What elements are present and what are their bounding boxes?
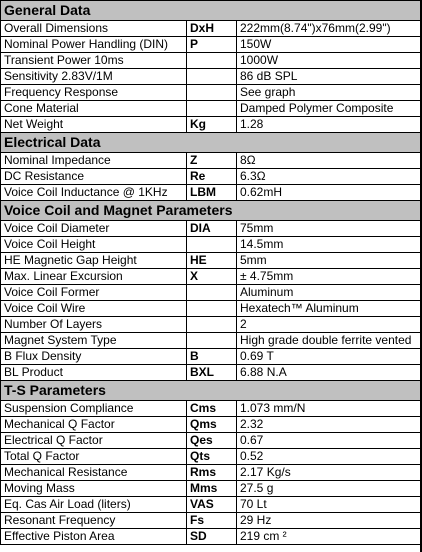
spec-symbol: DxH — [187, 21, 237, 37]
spec-label: Voice Coil Height — [1, 237, 187, 253]
section-header-row — [1, 201, 421, 221]
spec-value: 5mm — [237, 253, 421, 269]
spec-symbol: Z — [187, 153, 237, 169]
spec-row — [1, 53, 421, 69]
spec-row — [1, 169, 421, 185]
spec-row — [1, 465, 421, 481]
spec-row — [1, 365, 421, 381]
spec-label: Eq. Cas Air Load (liters) — [1, 497, 187, 513]
spec-row — [1, 481, 421, 497]
spec-symbol: HE — [187, 253, 237, 269]
spec-label: Voice Coil Wire — [1, 301, 187, 317]
spec-symbol: Qms — [187, 417, 237, 433]
spec-label: BL Product — [1, 365, 187, 381]
spec-row — [1, 401, 421, 417]
spec-label: Nominal Impedance — [1, 153, 187, 169]
section-title: Voice Coil and Magnet Parameters — [1, 201, 421, 221]
spec-symbol: Qts — [187, 449, 237, 465]
spec-label: DC Resistance — [1, 169, 187, 185]
spec-symbol: Kg — [187, 117, 237, 133]
section-title: Electrical Data — [1, 133, 421, 153]
spec-label: Sensitivity 2.83V/1M — [1, 69, 187, 85]
spec-symbol: DIA — [187, 221, 237, 237]
spec-row — [1, 253, 421, 269]
spec-symbol: Cms — [187, 401, 237, 417]
spec-symbol — [187, 85, 237, 101]
spec-symbol — [187, 101, 237, 117]
spec-row — [1, 417, 421, 433]
spec-row — [1, 21, 421, 37]
spec-symbol: Mms — [187, 481, 237, 497]
spec-row — [1, 449, 421, 465]
spec-value: Aluminum — [237, 285, 421, 301]
spec-label: Overall Dimensions — [1, 21, 187, 37]
spec-label: Electrical Q Factor — [1, 433, 187, 449]
spec-label: Number Of Layers — [1, 317, 187, 333]
spec-symbol: B — [187, 349, 237, 365]
spec-label: Voice Coil Inductance @ 1KHz — [1, 185, 187, 201]
spec-row — [1, 333, 421, 349]
spec-label: Suspension Compliance — [1, 401, 187, 417]
spec-value: 222mm(8.74")x76mm(2.99") — [237, 21, 421, 37]
spec-row — [1, 317, 421, 333]
spec-value: 14.5mm — [237, 237, 421, 253]
spec-row — [1, 185, 421, 201]
spec-value: High grade double ferrite vented — [237, 333, 421, 349]
spec-symbol: Re — [187, 169, 237, 185]
spec-value: 2.32 — [237, 417, 421, 433]
section-header-row — [1, 1, 421, 21]
spec-value: 1000W — [237, 53, 421, 69]
spec-symbol: SD — [187, 529, 237, 545]
spec-row — [1, 513, 421, 529]
spec-row — [1, 153, 421, 169]
spec-label: Voice Coil Diameter — [1, 221, 187, 237]
spec-row — [1, 221, 421, 237]
spec-value: Damped Polymer Composite — [237, 101, 421, 117]
spec-symbol — [187, 237, 237, 253]
section-title: General Data — [1, 1, 421, 21]
spec-label: Moving Mass — [1, 481, 187, 497]
spec-symbol: VAS — [187, 497, 237, 513]
spec-value: 1.073 mm/N — [237, 401, 421, 417]
spec-symbol: BXL — [187, 365, 237, 381]
spec-value: 6.88 N.A — [237, 365, 421, 381]
spec-row — [1, 497, 421, 513]
spec-symbol: X — [187, 269, 237, 285]
spec-value: 2 — [237, 317, 421, 333]
spec-value: 86 dB SPL — [237, 69, 421, 85]
spec-value: 219 cm ² — [237, 529, 421, 545]
spec-symbol — [187, 69, 237, 85]
spec-row — [1, 529, 421, 545]
spec-label: Max. Linear Excursion — [1, 269, 187, 285]
spec-value: See graph — [237, 85, 421, 101]
spec-symbol: Rms — [187, 465, 237, 481]
section-header-row — [1, 133, 421, 153]
spec-label: Frequency Response — [1, 85, 187, 101]
spec-label: Total Q Factor — [1, 449, 187, 465]
spec-value: 1.28 — [237, 117, 421, 133]
spec-symbol — [187, 317, 237, 333]
spec-label: Cone Material — [1, 101, 187, 117]
spec-label: Transient Power 10ms — [1, 53, 187, 69]
spec-value: ± 4.75mm — [237, 269, 421, 285]
spec-value: 0.62mH — [237, 185, 421, 201]
spec-label: B Flux Density — [1, 349, 187, 365]
spec-value: 2.17 Kg/s — [237, 465, 421, 481]
spec-label: Magnet System Type — [1, 333, 187, 349]
spec-label: Resonant Frequency — [1, 513, 187, 529]
spec-label: HE Magnetic Gap Height — [1, 253, 187, 269]
spec-sheet-body — [1, 1, 421, 545]
spec-symbol: P — [187, 37, 237, 53]
spec-symbol — [187, 333, 237, 349]
section-header-row — [1, 381, 421, 401]
spec-symbol: LBM — [187, 185, 237, 201]
spec-row — [1, 285, 421, 301]
spec-symbol: Qes — [187, 433, 237, 449]
spec-row — [1, 349, 421, 365]
spec-value: 0.52 — [237, 449, 421, 465]
spec-value: 0.69 T — [237, 349, 421, 365]
spec-value: 8Ω — [237, 153, 421, 169]
spec-row — [1, 69, 421, 85]
spec-symbol — [187, 53, 237, 69]
spec-value: 0.67 — [237, 433, 421, 449]
spec-value: 150W — [237, 37, 421, 53]
spec-label: Net Weight — [1, 117, 187, 133]
spec-row — [1, 237, 421, 253]
spec-symbol: Fs — [187, 513, 237, 529]
spec-value: 27.5 g — [237, 481, 421, 497]
spec-label: Mechanical Q Factor — [1, 417, 187, 433]
spec-value: Hexatech™ Aluminum — [237, 301, 421, 317]
spec-value: 70 Lt — [237, 497, 421, 513]
spec-row — [1, 433, 421, 449]
spec-row — [1, 85, 421, 101]
spec-symbol — [187, 301, 237, 317]
section-title: T-S Parameters — [1, 381, 421, 401]
spec-label: Nominal Power Handling (DIN) — [1, 37, 187, 53]
spec-row — [1, 269, 421, 285]
spec-row — [1, 301, 421, 317]
spec-value: 29 Hz — [237, 513, 421, 529]
spec-row — [1, 117, 421, 133]
spec-value: 75mm — [237, 221, 421, 237]
spec-symbol — [187, 285, 237, 301]
spec-label: Voice Coil Former — [1, 285, 187, 301]
spec-label: Mechanical Resistance — [1, 465, 187, 481]
spec-row — [1, 37, 421, 53]
spec-row — [1, 101, 421, 117]
spec-label: Effective Piston Area — [1, 529, 187, 545]
spec-value: 6.3Ω — [237, 169, 421, 185]
